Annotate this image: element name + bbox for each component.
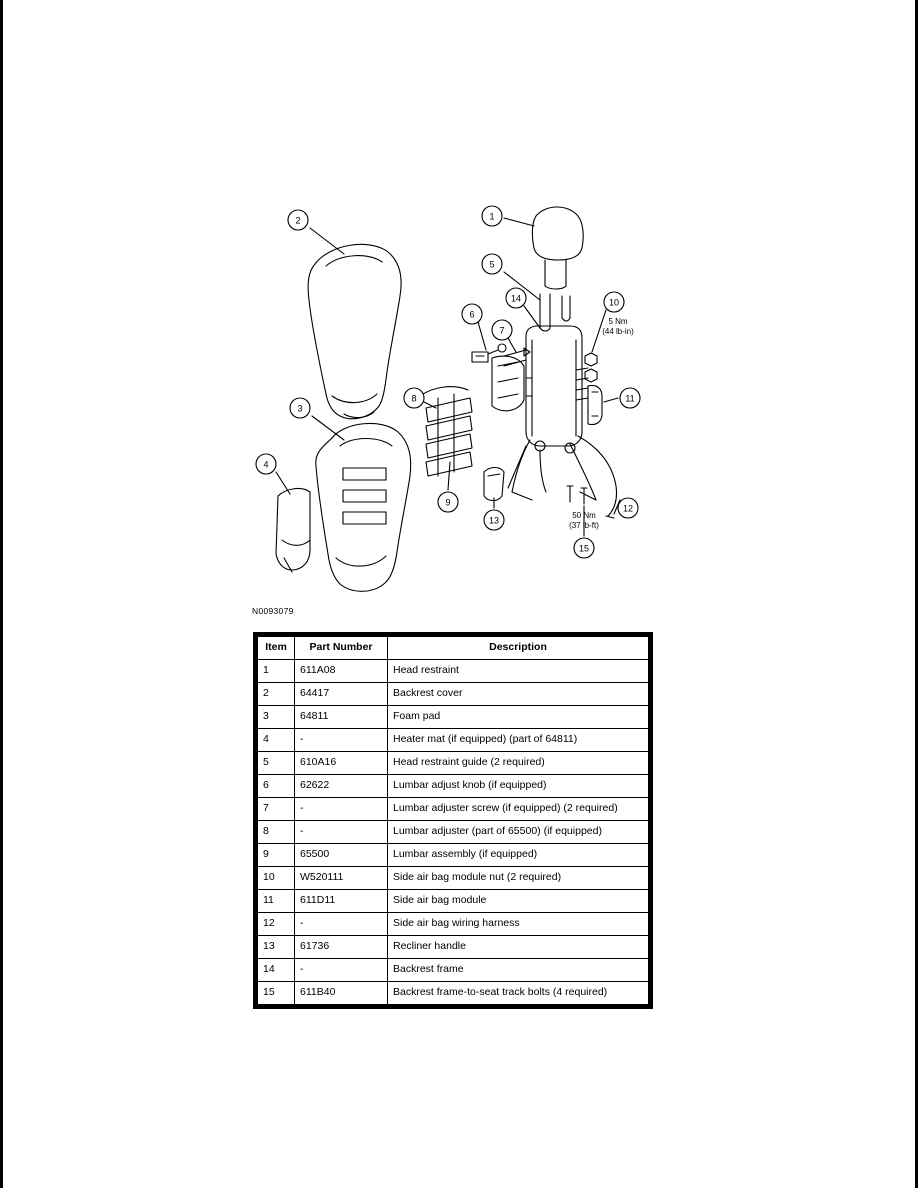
callout-4 (256, 454, 290, 494)
cell-description: Side air bag module nut (2 required) (388, 867, 649, 890)
cell-description: Foam pad (388, 706, 649, 729)
table-row (258, 821, 649, 844)
callout-label-11: 11 (625, 393, 635, 404)
table-row (258, 982, 649, 1005)
callout-12 (614, 498, 638, 518)
cell-description: Recliner handle (388, 936, 649, 959)
parts-table (257, 636, 649, 1005)
cell-item: 13 (258, 936, 295, 959)
cell-description: Backrest frame (388, 959, 649, 982)
part-recliner-handle (484, 468, 504, 501)
callout-3 (290, 398, 344, 440)
callout-label-13: 13 (488, 515, 500, 526)
cell-item: 1 (258, 660, 295, 683)
cell-description: Lumbar adjuster (part of 65500) (if equipped) (388, 821, 649, 844)
table-row (258, 729, 649, 752)
table-row (258, 775, 649, 798)
cell-part-number: W520111 (295, 867, 388, 890)
cell-part-number: 61736 (295, 936, 388, 959)
cell-item: 12 (258, 913, 295, 936)
cell-part-number: 610A16 (295, 752, 388, 775)
page-left-border (0, 0, 3, 1188)
part-backrest-frame-bolts (567, 486, 587, 504)
callout-label-5: 5 (489, 259, 495, 270)
part-backrest-frame (508, 326, 596, 500)
part-backrest-cover (308, 244, 401, 418)
torque-lower-line2: (37 lb-ft) (569, 521, 599, 530)
callout-11 (604, 388, 640, 408)
table-row (258, 752, 649, 775)
torque-label-upper (602, 317, 634, 336)
table-row (258, 867, 649, 890)
callout-label-7: 7 (499, 325, 505, 336)
part-foam-pad (316, 423, 411, 591)
cell-part-number: 64417 (295, 683, 388, 706)
cell-description: Side air bag wiring harness (388, 913, 649, 936)
part-lumbar-assembly (420, 387, 472, 476)
torque-lower-line1: 50 Nm (572, 511, 596, 520)
parts-table-container (253, 632, 653, 1009)
torque-upper-line1: 5 Nm (608, 317, 628, 326)
cell-part-number: - (295, 798, 388, 821)
cell-item: 11 (258, 890, 295, 913)
callout-2 (288, 210, 344, 254)
table-row (258, 844, 649, 867)
cell-item: 15 (258, 982, 295, 1005)
callout-label-14: 14 (510, 293, 522, 304)
cell-part-number: 65500 (295, 844, 388, 867)
column-header-description: Description (388, 637, 649, 660)
callout-label-8: 8 (411, 393, 417, 404)
cell-description: Head restraint (388, 660, 649, 683)
table-row (258, 706, 649, 729)
torque-label-lower (569, 511, 599, 530)
callout-13 (484, 498, 504, 530)
part-lumbar-adjuster (492, 356, 524, 411)
callout-14 (506, 288, 540, 328)
table-row (258, 890, 649, 913)
part-heater-mat (276, 489, 310, 572)
callout-label-9: 9 (445, 497, 451, 508)
cell-description: Side air bag module (388, 890, 649, 913)
exploded-view-illustration (240, 200, 670, 620)
callout-label-2: 2 (295, 215, 301, 226)
cell-item: 10 (258, 867, 295, 890)
callout-label-4: 4 (263, 459, 269, 470)
cell-item: 5 (258, 752, 295, 775)
table-row (258, 936, 649, 959)
callout-label-1: 1 (489, 211, 495, 222)
callout-6 (462, 304, 486, 350)
table-row (258, 798, 649, 821)
callout-label-12: 12 (622, 503, 634, 514)
callout-label-6: 6 (469, 309, 475, 320)
cell-item: 9 (258, 844, 295, 867)
cell-part-number: - (295, 821, 388, 844)
cell-description: Lumbar adjuster screw (if equipped) (2 required) (388, 798, 649, 821)
table-row (258, 959, 649, 982)
cell-item: 3 (258, 706, 295, 729)
callout-label-10: 10 (608, 297, 620, 308)
cell-part-number: 611B40 (295, 982, 388, 1005)
table-row (258, 913, 649, 936)
column-header-item: Item (258, 637, 295, 660)
callout-label-3: 3 (297, 403, 303, 414)
cell-item: 6 (258, 775, 295, 798)
cell-description: Backrest cover (388, 683, 649, 706)
callout-label-15: 15 (578, 543, 590, 554)
column-header-part-number: Part Number (295, 637, 388, 660)
cell-item: 8 (258, 821, 295, 844)
torque-upper-line2: (44 lb-in) (602, 327, 634, 336)
callout-8 (404, 388, 436, 408)
cell-item: 7 (258, 798, 295, 821)
cell-part-number: - (295, 729, 388, 752)
cell-item: 14 (258, 959, 295, 982)
callout-1 (482, 206, 534, 226)
part-side-air-bag-module (588, 385, 602, 424)
table-row (258, 660, 649, 683)
figure-code: N0093079 (252, 606, 294, 616)
cell-part-number: - (295, 913, 388, 936)
cell-description: Heater mat (if equipped) (part of 64811) (388, 729, 649, 752)
cell-part-number: - (295, 959, 388, 982)
cell-description: Lumbar adjust knob (if equipped) (388, 775, 649, 798)
cell-part-number: 611A08 (295, 660, 388, 683)
part-lumbar-knob (472, 344, 506, 362)
cell-description: Head restraint guide (2 required) (388, 752, 649, 775)
table-header-row (258, 637, 649, 660)
part-head-restraint (532, 207, 583, 289)
cell-part-number: 62622 (295, 775, 388, 798)
cell-part-number: 64811 (295, 706, 388, 729)
cell-description: Backrest frame-to-seat track bolts (4 required) (388, 982, 649, 1005)
cell-item: 4 (258, 729, 295, 752)
callout-7 (492, 320, 516, 352)
cell-part-number: 611D11 (295, 890, 388, 913)
table-row (258, 683, 649, 706)
cell-item: 2 (258, 683, 295, 706)
cell-description: Lumbar assembly (if equipped) (388, 844, 649, 867)
